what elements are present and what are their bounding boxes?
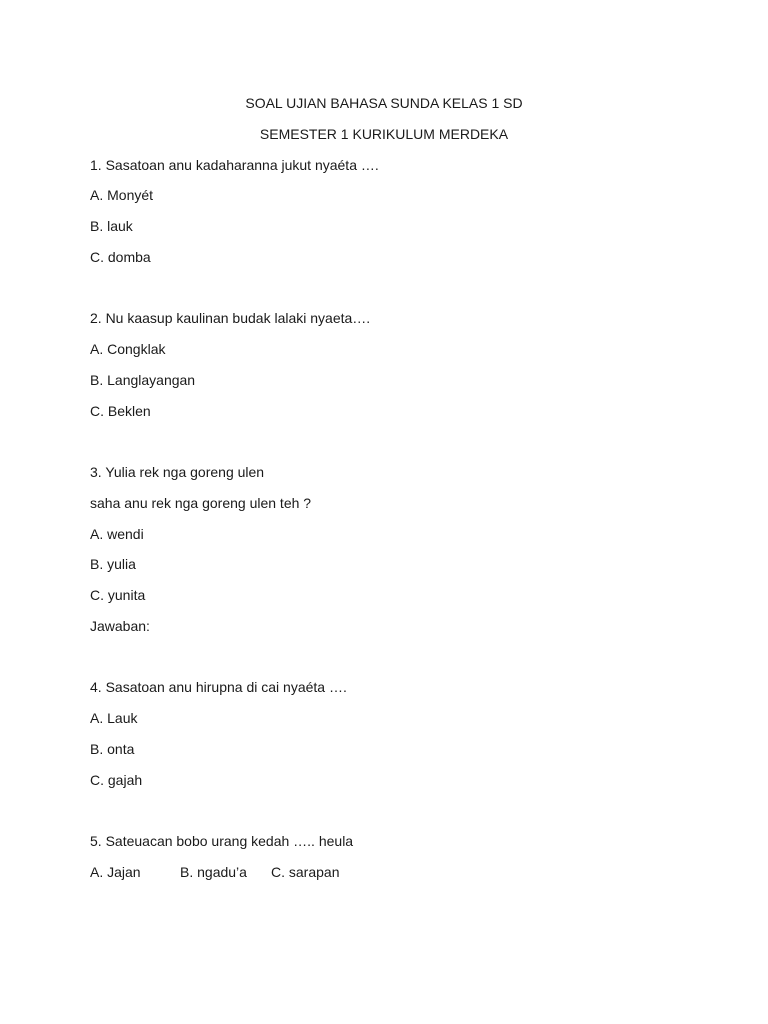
question-5-option-a: A. Jajan — [90, 864, 141, 880]
question-3-option-a: A. wendi — [90, 526, 144, 542]
question-2-option-a: A. Congklak — [90, 341, 166, 357]
document-subtitle: SEMESTER 1 KURIKULUM MERDEKA — [259, 126, 509, 142]
question-3-prompt: 3. Yulia rek nga goreng ulen — [90, 464, 265, 480]
question-2-option-b: B. Langlayangan — [90, 372, 196, 388]
question-5-prompt: 5. Sateuacan bobo urang kedah ….. heula — [90, 833, 354, 849]
question-1-option-c: C. domba — [90, 249, 151, 265]
question-4-option-c: C. gajah — [90, 772, 143, 788]
question-5-option-b: B. ngadu’a — [180, 864, 247, 880]
question-4-prompt: 4. Sasatoan anu hirupna di cai nyaéta …. — [90, 679, 347, 695]
question-1-option-a: A. Monyét — [90, 187, 154, 203]
question-3-answer-label: Jawaban: — [90, 618, 150, 634]
question-3-option-b: B. yulia — [90, 556, 136, 572]
question-2-prompt: 2. Nu kaasup kaulinan budak lalaki nyaeta…. — [90, 310, 371, 326]
question-3-option-c: C. yunita — [90, 587, 146, 603]
question-1-option-b: B. lauk — [90, 218, 133, 234]
document-title: SOAL UJIAN BAHASA SUNDA KELAS 1 SD — [245, 95, 523, 111]
question-4-option-b: B. onta — [90, 741, 135, 757]
question-5-option-c: C. sarapan — [271, 864, 340, 880]
question-4-option-a: A. Lauk — [90, 710, 138, 726]
question-2-option-c: C. Beklen — [90, 403, 151, 419]
question-3-prompt-line-2: saha anu rek nga goreng ulen teh ? — [90, 495, 312, 511]
question-1-prompt: 1. Sasatoan anu kadaharanna jukut nyaéta …. — [90, 157, 379, 173]
